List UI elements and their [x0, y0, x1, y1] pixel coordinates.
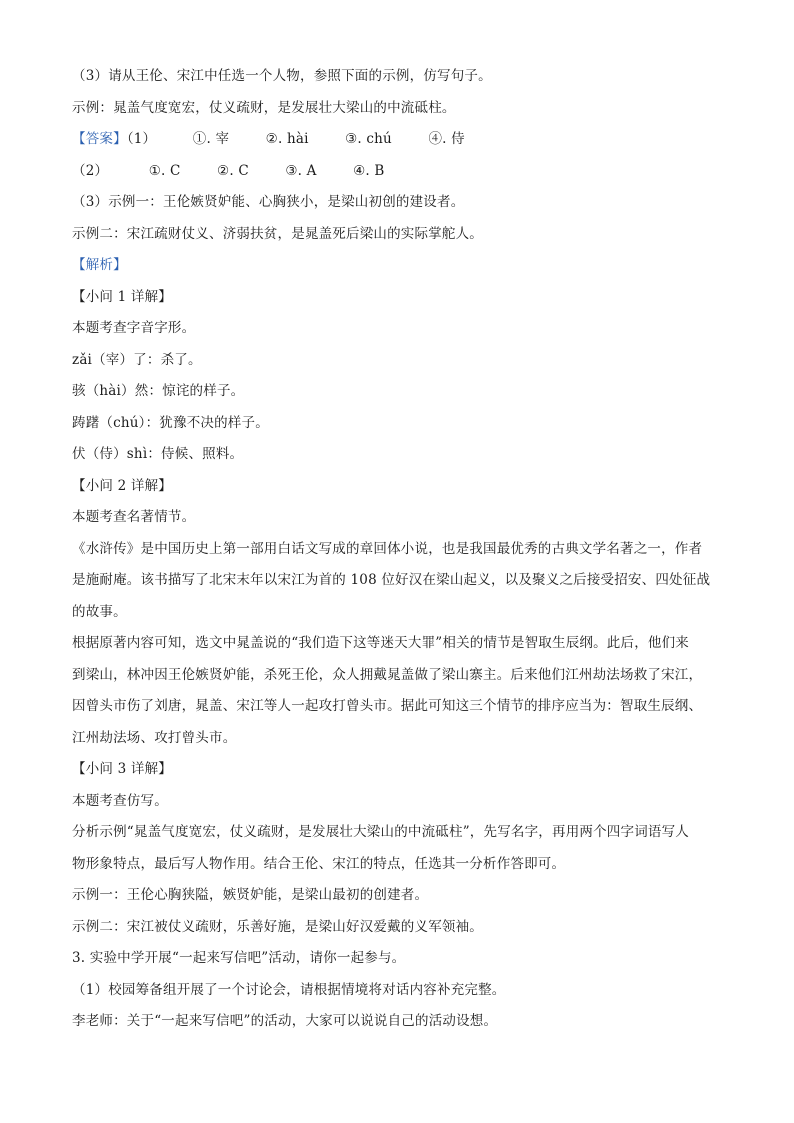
- question-3-prompt: （3）请从王伦、宋江中任选一个人物，参照下面的示例，仿写句子。: [72, 68, 492, 84]
- paragraph: 江州劫法场、攻打曾头市。: [72, 730, 237, 746]
- paragraph: 物形象特点，最后写人物作用。结合王伦、宋江的特点，任选其一分析作答即可。: [72, 856, 566, 872]
- paragraph: 示例二：宋江被仗义疏财，乐善好施，是梁山好汉爱戴的义军领袖。: [72, 919, 483, 935]
- answer-q1-option: ③. chú: [345, 131, 392, 147]
- paragraph: zǎi（宰）了：杀了。: [72, 352, 202, 368]
- answer-tag: 【答案】: [72, 131, 127, 147]
- sub-question-2-heading: 【小问 2 详解】: [72, 478, 172, 494]
- answer-q1-option: ①. 宰: [192, 131, 230, 147]
- answer-line-2: [72, 161, 732, 181]
- paragraph: 骇（hài）然：惊诧的样子。: [72, 383, 245, 399]
- paragraph: 示例一：王伦心胸狭隘，嫉贤妒能，是梁山最初的创建者。: [72, 887, 429, 903]
- paragraph: 本题考查字音字形。: [72, 320, 196, 336]
- answer-q3-example-1: （3）示例一：王伦嫉贤妒能、心胸狭小，是梁山初创的建设者。: [72, 194, 465, 210]
- paragraph: 踌躇（chú）：犹豫不决的样子。: [72, 415, 269, 431]
- question-3-part-1: （1）校园筹备组开展了一个讨论会，请根据情境将对话内容补充完整。: [72, 982, 506, 998]
- paragraph: 到梁山，林冲因王伦嫉贤妒能，杀死王伦，众人拥戴晁盖做了梁山寨主。后来他们江州劫法场救了宋江，: [72, 667, 703, 683]
- answer-q2-option: ①. C: [148, 163, 181, 179]
- answer-q2-option: ②. C: [217, 163, 249, 179]
- paragraph: 《水浒传》是中国历史上第一部用白话文写成的章回体小说，也是我国最优秀的古典文学名著之一，作者: [72, 541, 703, 557]
- analysis-tag: 【解析】: [72, 257, 127, 273]
- answer-q1-option: ②. hài: [265, 131, 309, 147]
- paragraph: 本题考查名著情节。: [72, 509, 196, 525]
- paragraph: 是施耐庵。该书描写了北宋末年以宋江为首的 108 位好汉在梁山起义，以及聚义之后接受招安、四处征战: [72, 572, 711, 588]
- answer-q2-number: （2）: [72, 163, 109, 179]
- answer-q2-option: ③. A: [285, 163, 317, 179]
- sub-question-3-heading: 【小问 3 详解】: [72, 761, 172, 777]
- answer-q2-option: ④. B: [353, 163, 385, 179]
- answer-q1-option: ④. 侍: [428, 131, 465, 147]
- sub-question-1-heading: 【小问 1 详解】: [72, 289, 172, 305]
- paragraph: 伏（侍）shì：侍候、照料。: [72, 446, 244, 462]
- example-sentence: 示例：晁盖气度宽宏，仗义疏财，是发展壮大梁山的中流砥柱。: [72, 100, 456, 116]
- answer-q1-number: （1）: [126, 131, 157, 147]
- answer-line-1: [72, 129, 732, 149]
- paragraph: 因曾头市伤了刘唐，晁盖、宋江等人一起攻打曾头市。据此可知这三个情节的排序应当为：智取生辰纲、: [72, 698, 703, 714]
- dialogue-line: 李老师：关于“一起来写信吧”的活动，大家可以说说自己的活动设想。: [72, 1013, 498, 1029]
- paragraph: 本题考查仿写。: [72, 793, 168, 809]
- answer-q3-example-2: 示例二：宋江疏财仗义、济弱扶贫，是晁盖死后梁山的实际掌舵人。: [72, 226, 483, 242]
- question-3-title: 3. 实验中学开展“一起来写信吧”活动，请你一起参与。: [72, 950, 406, 966]
- paragraph: 分析示例“晁盖气度宽宏，仗义疏财，是发展壮大梁山的中流砥柱”，先写名字，再用两个四字词语写人: [72, 824, 690, 840]
- paragraph: 根据原著内容可知，选文中晁盖说的“我们造下这等迷天大罪”相关的情节是智取生辰纲。此后，他们来: [72, 635, 690, 651]
- paragraph: 的故事。: [72, 604, 127, 620]
